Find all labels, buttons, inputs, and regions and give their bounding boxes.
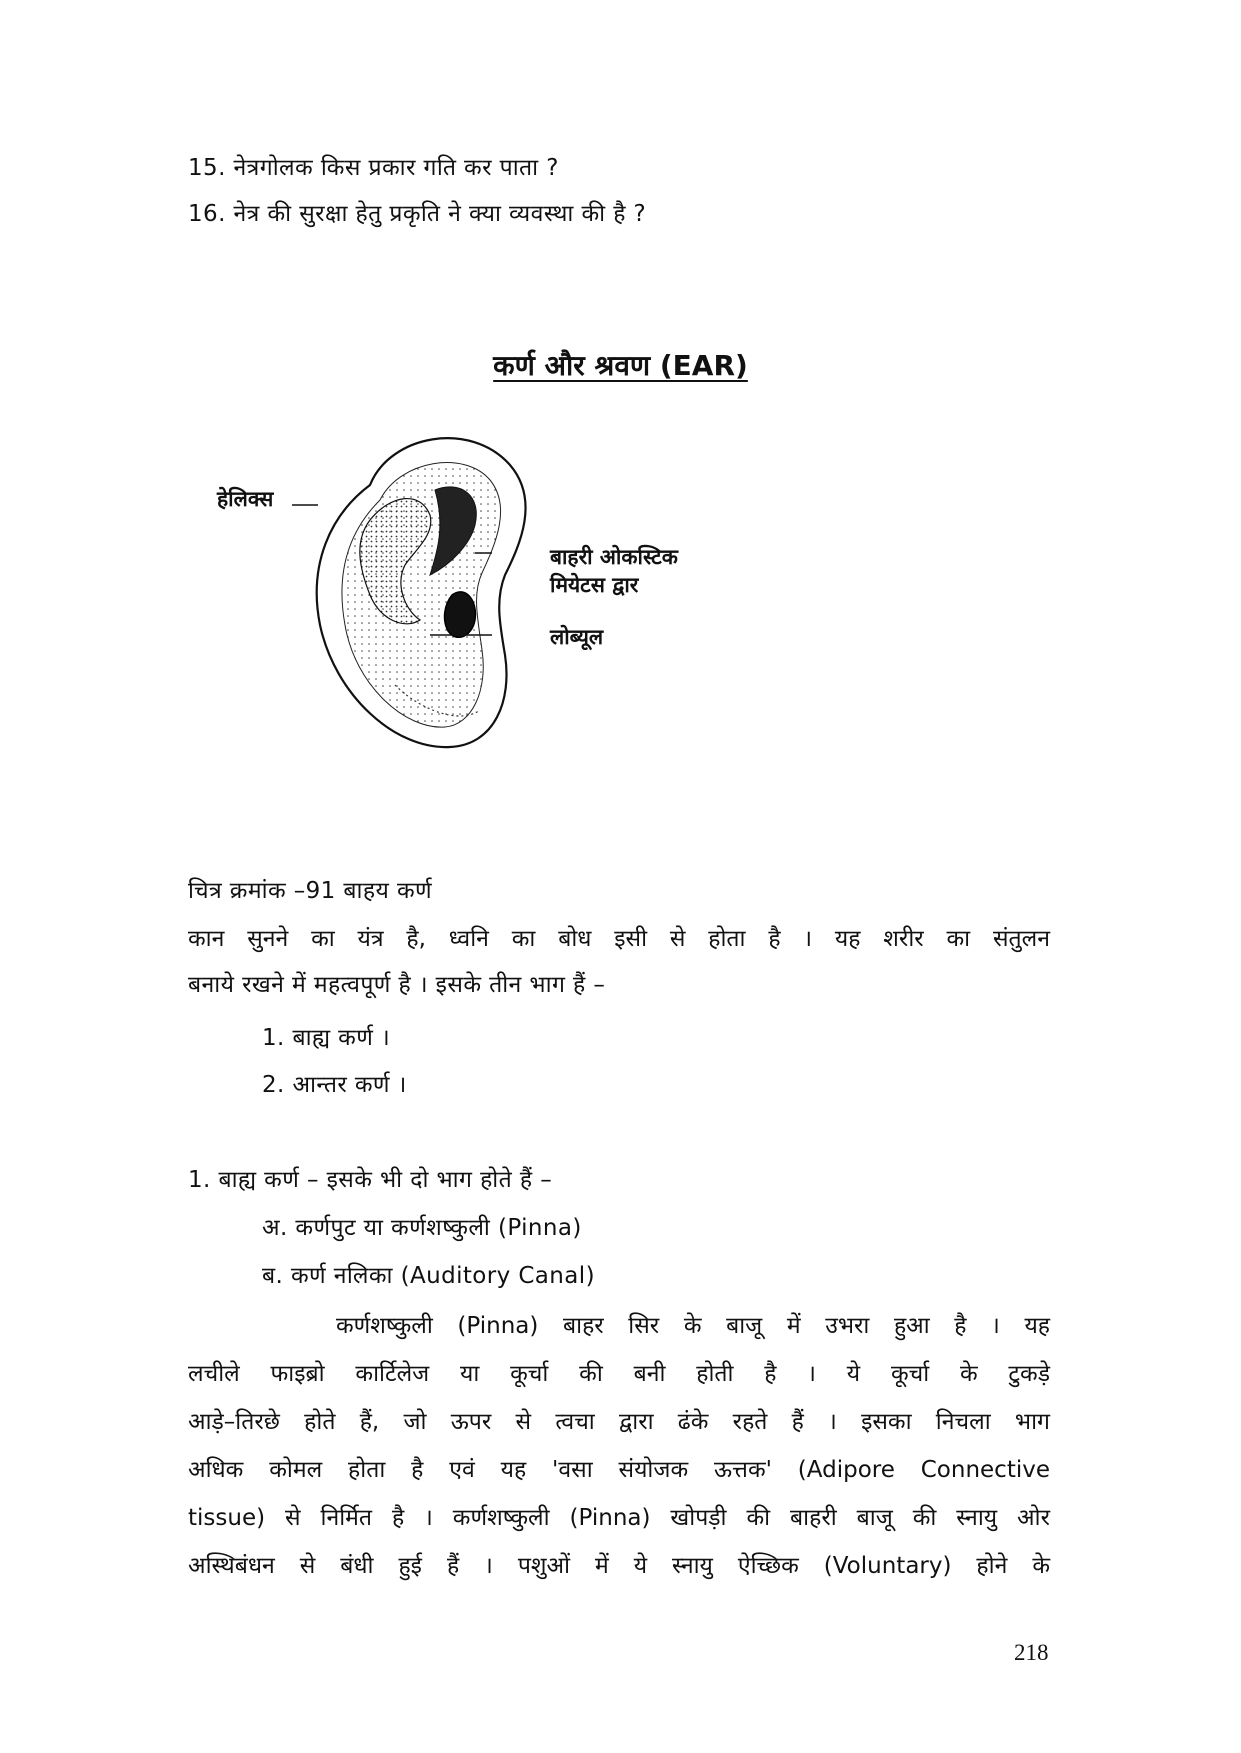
paragraph-line: आड़े–तिरछे होते हैं, जो ऊपर से त्वचा द्वारा ढंके रहते हैं । इसका निचला भाग	[188, 1409, 1050, 1435]
canal-opening	[445, 592, 476, 637]
paragraph-line: tissue) से निर्मित है । कर्णशष्कुली (Pinna) खोपड़ी की बाहरी बाजू की स्नायु ओर	[188, 1505, 1050, 1531]
intro-line: कान सुनने का यंत्र है, ध्वनि का बोध इसी से होता है । यह शरीर का संतुलन	[188, 926, 1050, 952]
paragraph-line: कर्णशष्कुली (Pinna) बाहर सिर के बाजू में उभरा हुआ है । यह	[336, 1313, 1050, 1339]
page-number: 218	[1014, 1640, 1049, 1665]
figure-caption: चित्र क्रमांक –91 बाहय कर्ण	[188, 878, 433, 904]
outer-ear-heading: 1. बाह्य कर्ण – इसके भी दो भाग होते हैं –	[188, 1167, 553, 1193]
label-helix: हेलिक्स	[217, 487, 274, 511]
parts-list-item: 2. आन्तर कर्ण ।	[262, 1072, 407, 1098]
label-meatus-1: बाहरी ओकस्टिक	[550, 545, 678, 569]
label-meatus-2: मियेटस द्वार	[550, 573, 639, 597]
label-lobule: लोब्यूल	[550, 625, 604, 649]
parts-list-item: 1. बाह्य कर्ण ।	[262, 1025, 391, 1051]
outer-ear-part: ब. कर्ण नलिका (Auditory Canal)	[262, 1263, 595, 1289]
section-title: कर्ण और श्रवण (EAR)	[493, 349, 748, 382]
question-15: 15. नेत्रगोलक किस प्रकार गति कर पाता ?	[188, 155, 559, 181]
question-16: 16. नेत्र की सुरक्षा हेतु प्रकृति ने क्या व्यवस्था की है ?	[188, 201, 647, 227]
paragraph-line: लचीले फाइब्रो कार्टिलेज या कूर्चा की बनी होती है । ये कूर्चा के टुकड़े	[188, 1361, 1050, 1387]
ear-illustration	[220, 425, 780, 765]
outer-ear-part: अ. कर्णपुट या कर्णशष्कुली (Pinna)	[262, 1215, 582, 1241]
paragraph-line: अधिक कोमल होता है एवं यह 'वसा संयोजक ऊत्तक' (Adipore Connective	[188, 1457, 1050, 1483]
paragraph-line: अस्थिबंधन से बंधी हुई हैं । पशुओं में ये स्नायु ऐच्छिक (Voluntary) होने के	[188, 1553, 1050, 1579]
intro-line: बनाये रखने में महत्वपूर्ण है । इसके तीन भाग हैं –	[188, 972, 606, 998]
ear-diagram	[217, 425, 780, 765]
